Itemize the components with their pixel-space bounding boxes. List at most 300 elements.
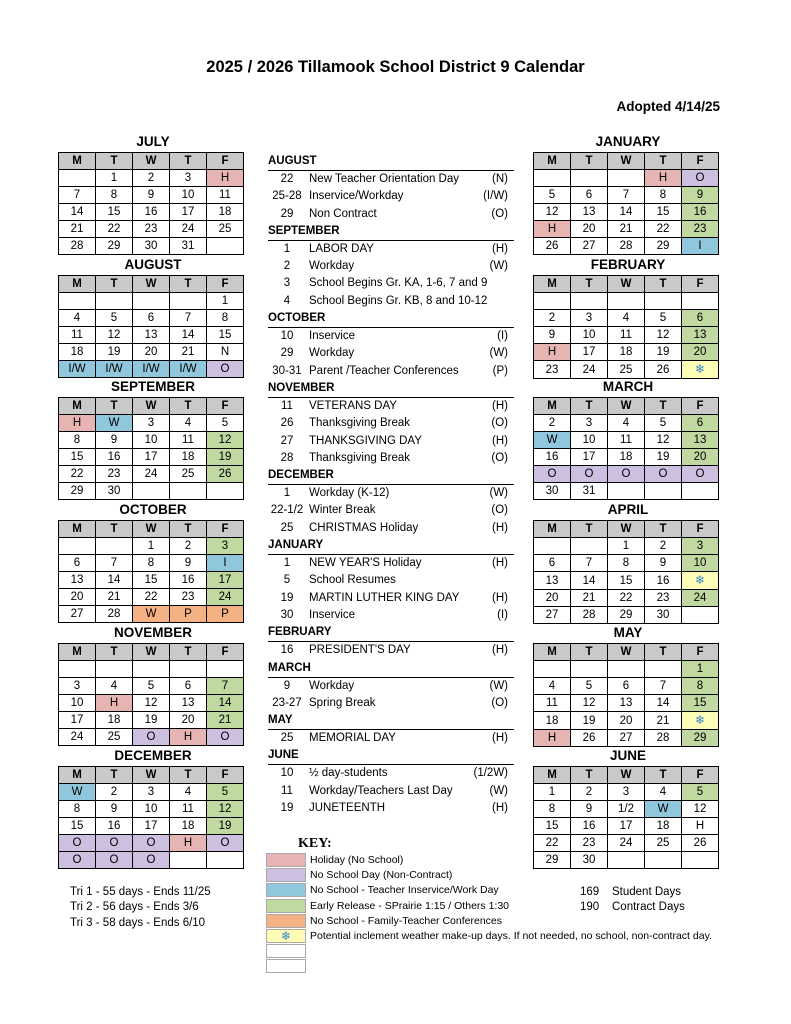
day-cell: 16 bbox=[170, 572, 207, 589]
events-list bbox=[268, 153, 514, 817]
event-code: (W) bbox=[489, 784, 508, 797]
day-cell: O bbox=[133, 852, 170, 869]
weekday-label: T bbox=[645, 398, 682, 415]
event-date: 10 bbox=[280, 330, 294, 343]
day-cell bbox=[170, 293, 207, 310]
day-cell: 9 bbox=[534, 327, 571, 344]
day-cell: 2 bbox=[645, 538, 682, 555]
day-cell bbox=[645, 293, 682, 310]
weekday-label: F bbox=[682, 767, 719, 784]
day-cell: 10 bbox=[571, 327, 608, 344]
day-cell: I/W bbox=[59, 361, 96, 378]
day-cell: 2 bbox=[534, 310, 571, 327]
weekday-header bbox=[534, 521, 719, 538]
day-cell: 9 bbox=[96, 801, 133, 818]
event-date: 1 bbox=[283, 487, 291, 500]
week-row bbox=[534, 695, 719, 712]
weekday-label: W bbox=[133, 521, 170, 538]
day-cell: O bbox=[96, 835, 133, 852]
weekday-label: T bbox=[170, 767, 207, 784]
day-cell: 15 bbox=[207, 327, 244, 344]
week-row bbox=[534, 187, 719, 204]
week-row bbox=[59, 695, 244, 712]
weekday-label: T bbox=[170, 521, 207, 538]
weekday-label: M bbox=[59, 276, 96, 293]
day-cell: H bbox=[207, 170, 244, 187]
day-cell: 12 bbox=[534, 204, 571, 221]
day-cell: 7 bbox=[59, 187, 96, 204]
event-date: 19 bbox=[280, 802, 294, 815]
day-cell: 4 bbox=[534, 678, 571, 695]
day-cell: 19 bbox=[645, 344, 682, 361]
event-name: ½ day-students bbox=[309, 767, 388, 780]
event-name: Parent /Teacher Conferences bbox=[309, 364, 459, 377]
day-cell: 25 bbox=[645, 835, 682, 852]
week-row bbox=[534, 344, 719, 361]
event-name: VETERANS DAY bbox=[309, 399, 397, 412]
day-cell: 1 bbox=[207, 293, 244, 310]
day-cell: 8 bbox=[534, 801, 571, 818]
day-cell bbox=[59, 293, 96, 310]
key-label: No School - Family-Teacher Conferences bbox=[310, 914, 502, 927]
event-date: 30 bbox=[280, 608, 294, 621]
weekday-label: F bbox=[207, 398, 244, 415]
day-cell: 15 bbox=[59, 818, 96, 835]
day-cell: O bbox=[133, 729, 170, 746]
total-line bbox=[580, 900, 685, 915]
day-cell: 6 bbox=[682, 415, 719, 432]
event-date: 11 bbox=[281, 399, 293, 412]
day-cell: 5 bbox=[645, 310, 682, 327]
week-row bbox=[534, 204, 719, 221]
day-cell bbox=[207, 661, 244, 678]
day-cell: 7 bbox=[170, 310, 207, 327]
event-date: 16 bbox=[280, 644, 294, 657]
day-cell bbox=[682, 852, 719, 869]
day-cell: 18 bbox=[645, 818, 682, 835]
event-row bbox=[268, 520, 514, 537]
weekday-label: T bbox=[571, 153, 608, 170]
day-cell: 7 bbox=[207, 678, 244, 695]
weekday-label: T bbox=[571, 767, 608, 784]
weekday-label: T bbox=[170, 644, 207, 661]
event-date: 5 bbox=[283, 574, 291, 587]
event-name: New Teacher Orientation Day bbox=[309, 173, 459, 185]
week-row bbox=[534, 784, 719, 801]
day-cell: O bbox=[682, 466, 719, 483]
weekday-label: T bbox=[96, 276, 133, 293]
weekday-label: F bbox=[682, 153, 719, 170]
day-cell: 13 bbox=[571, 204, 608, 221]
weekday-label: T bbox=[571, 276, 608, 293]
day-cell: 15 bbox=[59, 449, 96, 466]
snowflake-icon: ❄ bbox=[682, 712, 719, 730]
day-cell: 24 bbox=[59, 729, 96, 746]
day-cell: 12 bbox=[96, 327, 133, 344]
day-cell: 17 bbox=[170, 204, 207, 221]
event-row bbox=[268, 275, 514, 292]
day-cell: 1 bbox=[96, 170, 133, 187]
total-label: Student Days bbox=[612, 886, 682, 898]
event-name: School Resumes bbox=[309, 574, 396, 587]
day-cell: 30 bbox=[571, 852, 608, 869]
event-date: 2 bbox=[283, 260, 291, 273]
day-cell bbox=[207, 238, 244, 255]
day-cell: 22 bbox=[133, 589, 170, 606]
event-name: Thanksgiving Break bbox=[309, 417, 410, 430]
event-name: Winter Break bbox=[309, 504, 376, 517]
day-cell: 18 bbox=[170, 818, 207, 835]
week-row bbox=[59, 415, 244, 432]
day-cell: 2 bbox=[534, 415, 571, 432]
key-swatch bbox=[266, 959, 306, 973]
weekday-label: T bbox=[645, 767, 682, 784]
day-cell: 16 bbox=[571, 818, 608, 835]
week-row bbox=[59, 310, 244, 327]
day-cell: 22 bbox=[534, 835, 571, 852]
month-title-january: JANUARY bbox=[595, 134, 661, 149]
day-cell: 16 bbox=[682, 204, 719, 221]
weekday-label: W bbox=[133, 644, 170, 661]
day-cell bbox=[534, 293, 571, 310]
event-date: 1 bbox=[283, 557, 291, 570]
day-cell: 10 bbox=[59, 695, 96, 712]
day-cell: 1 bbox=[133, 538, 170, 555]
week-row bbox=[59, 483, 244, 500]
week-row bbox=[59, 204, 244, 221]
event-row bbox=[268, 642, 514, 659]
trimester-line: Tri 3 - 58 days - Ends 6/10 bbox=[70, 916, 206, 929]
day-cell: 18 bbox=[170, 449, 207, 466]
week-row bbox=[534, 818, 719, 835]
event-code: (H) bbox=[492, 557, 508, 570]
weekday-label: F bbox=[207, 276, 244, 293]
day-cell: 3 bbox=[571, 310, 608, 327]
day-cell: 13 bbox=[682, 432, 719, 449]
week-row bbox=[59, 170, 244, 187]
day-cell: 21 bbox=[96, 589, 133, 606]
event-row bbox=[268, 730, 514, 747]
weekday-label: W bbox=[133, 398, 170, 415]
event-code: (P) bbox=[492, 364, 508, 377]
day-cell: O bbox=[207, 729, 244, 746]
day-cell: 10 bbox=[571, 432, 608, 449]
day-cell: 5 bbox=[207, 784, 244, 801]
day-cell: 26 bbox=[571, 730, 608, 747]
week-row bbox=[59, 466, 244, 483]
weekday-label: F bbox=[207, 153, 244, 170]
event-code: (O) bbox=[491, 696, 508, 709]
event-row bbox=[268, 590, 514, 607]
calendar-november bbox=[58, 643, 244, 746]
event-date: 11 bbox=[281, 784, 293, 797]
event-row bbox=[268, 188, 514, 205]
event-code: (H) bbox=[492, 591, 508, 604]
week-row bbox=[534, 730, 719, 747]
day-cell bbox=[682, 607, 719, 624]
event-code: (H) bbox=[492, 434, 508, 447]
event-date: 25 bbox=[280, 732, 294, 745]
week-row bbox=[59, 327, 244, 344]
event-row bbox=[268, 328, 514, 345]
month-title-july: JULY bbox=[136, 134, 170, 149]
weekday-header bbox=[534, 767, 719, 784]
month-title-september: SEPTEMBER bbox=[110, 379, 195, 394]
day-cell: 14 bbox=[170, 327, 207, 344]
day-cell: 16 bbox=[96, 818, 133, 835]
week-row bbox=[59, 293, 244, 310]
day-cell: 30 bbox=[534, 483, 571, 500]
page-title: 2025 / 2026 Tillamook School District 9 Calendar bbox=[206, 58, 585, 76]
week-row bbox=[534, 483, 719, 500]
weekday-label: T bbox=[571, 521, 608, 538]
event-row bbox=[268, 450, 514, 467]
calendar-february bbox=[533, 275, 719, 379]
day-cell: 24 bbox=[571, 361, 608, 379]
day-cell: 21 bbox=[170, 344, 207, 361]
week-row bbox=[534, 432, 719, 449]
event-row bbox=[268, 555, 514, 572]
week-row bbox=[59, 572, 244, 589]
calendar-october bbox=[58, 520, 244, 623]
day-cell: 2 bbox=[170, 538, 207, 555]
event-date: 30-31 bbox=[272, 364, 302, 377]
event-code: (W) bbox=[489, 679, 508, 692]
week-row bbox=[59, 589, 244, 606]
day-cell: 5 bbox=[534, 187, 571, 204]
weekday-label: M bbox=[534, 276, 571, 293]
calendar-march bbox=[533, 397, 719, 500]
weekday-label: F bbox=[682, 644, 719, 661]
weekday-header bbox=[534, 398, 719, 415]
event-row bbox=[268, 415, 514, 432]
week-row bbox=[534, 607, 719, 624]
day-cell: 29 bbox=[645, 238, 682, 255]
day-cell: 13 bbox=[534, 572, 571, 590]
event-name: Spring Break bbox=[309, 696, 376, 709]
day-cell: 6 bbox=[133, 310, 170, 327]
day-cell: H bbox=[59, 415, 96, 432]
event-row bbox=[268, 258, 514, 275]
day-cell: 15 bbox=[608, 572, 645, 590]
day-cell: 27 bbox=[534, 607, 571, 624]
day-cell bbox=[608, 170, 645, 187]
key-swatch bbox=[266, 899, 306, 913]
trimester-line: Tri 2 - 56 days - Ends 3/6 bbox=[70, 901, 199, 914]
week-row bbox=[534, 310, 719, 327]
key-swatch bbox=[266, 944, 306, 958]
event-code: (I/W) bbox=[483, 190, 508, 203]
week-row bbox=[59, 238, 244, 255]
day-cell: 9 bbox=[170, 555, 207, 572]
day-cell bbox=[534, 538, 571, 555]
day-cell: 20 bbox=[682, 449, 719, 466]
key-label: No School Day (Non-Contract) bbox=[310, 869, 453, 882]
weekday-label: W bbox=[608, 521, 645, 538]
event-section-heading: JUNE bbox=[268, 747, 514, 765]
week-row bbox=[59, 818, 244, 835]
day-cell: W bbox=[96, 415, 133, 432]
day-cell: 4 bbox=[59, 310, 96, 327]
day-cell: 20 bbox=[170, 712, 207, 729]
day-cell: 1/2 bbox=[608, 801, 645, 818]
day-cell: 19 bbox=[96, 344, 133, 361]
month-title-august: AUGUST bbox=[124, 257, 182, 272]
event-code: (O) bbox=[491, 451, 508, 464]
day-cell: 3 bbox=[207, 538, 244, 555]
day-cell: 9 bbox=[96, 432, 133, 449]
event-row bbox=[268, 398, 514, 415]
week-row bbox=[534, 327, 719, 344]
day-cell: 2 bbox=[571, 784, 608, 801]
event-date: 27 bbox=[280, 434, 294, 447]
day-cell: 14 bbox=[59, 204, 96, 221]
event-row bbox=[268, 783, 514, 800]
weekday-label: T bbox=[645, 521, 682, 538]
day-cell: 20 bbox=[534, 590, 571, 607]
weekday-label: F bbox=[207, 521, 244, 538]
weekday-label: M bbox=[534, 521, 571, 538]
event-date: 1 bbox=[283, 242, 291, 255]
day-cell: 27 bbox=[571, 238, 608, 255]
weekday-label: T bbox=[96, 398, 133, 415]
week-row bbox=[59, 678, 244, 695]
day-cell: 6 bbox=[682, 310, 719, 327]
day-cell: I/W bbox=[133, 361, 170, 378]
day-cell: W bbox=[534, 432, 571, 449]
calendar-may bbox=[533, 643, 719, 747]
day-cell: 11 bbox=[207, 187, 244, 204]
week-row bbox=[534, 238, 719, 255]
day-cell: 12 bbox=[207, 801, 244, 818]
day-cell: O bbox=[534, 466, 571, 483]
day-cell: 17 bbox=[207, 572, 244, 589]
week-row bbox=[59, 432, 244, 449]
event-section-heading: FEBRUARY bbox=[268, 624, 514, 642]
calendar-september bbox=[58, 397, 244, 500]
weekday-label: T bbox=[645, 153, 682, 170]
day-cell: 20 bbox=[608, 712, 645, 730]
event-name: NEW YEAR'S Holiday bbox=[309, 557, 422, 570]
day-cell: 9 bbox=[133, 187, 170, 204]
day-cell bbox=[608, 483, 645, 500]
day-cell: 20 bbox=[133, 344, 170, 361]
day-cell: 23 bbox=[534, 361, 571, 379]
event-name: Inservice/Workday bbox=[309, 190, 404, 203]
day-cell: 30 bbox=[645, 607, 682, 624]
week-row bbox=[534, 712, 719, 730]
day-cell: 23 bbox=[571, 835, 608, 852]
day-cell: 18 bbox=[59, 344, 96, 361]
day-cell bbox=[59, 538, 96, 555]
day-cell bbox=[608, 293, 645, 310]
event-date: 25 bbox=[280, 521, 294, 534]
day-cell: 21 bbox=[59, 221, 96, 238]
weekday-label: M bbox=[534, 153, 571, 170]
day-cell: 20 bbox=[59, 589, 96, 606]
week-row bbox=[59, 729, 244, 746]
event-name: Workday bbox=[309, 260, 355, 273]
event-name: Workday (K-12) bbox=[309, 487, 390, 500]
event-name: MEMORIAL DAY bbox=[309, 732, 396, 745]
day-cell: I/W bbox=[170, 361, 207, 378]
month-title-march: MARCH bbox=[602, 379, 654, 394]
weekday-label: T bbox=[96, 644, 133, 661]
day-cell bbox=[170, 852, 207, 869]
day-cell bbox=[133, 483, 170, 500]
day-cell: O bbox=[608, 466, 645, 483]
day-cell: 21 bbox=[207, 712, 244, 729]
day-cell bbox=[645, 483, 682, 500]
event-code: (1/2W) bbox=[473, 767, 508, 780]
weekday-label: T bbox=[645, 276, 682, 293]
event-code: (I) bbox=[497, 330, 508, 343]
day-cell: 30 bbox=[96, 483, 133, 500]
event-section-heading: MARCH bbox=[268, 660, 514, 678]
event-code: (O) bbox=[491, 417, 508, 430]
day-cell: W bbox=[133, 606, 170, 623]
weekday-label: W bbox=[133, 276, 170, 293]
key-title: KEY: bbox=[298, 836, 332, 851]
day-cell bbox=[133, 293, 170, 310]
event-name: Workday/Teachers Last Day bbox=[309, 784, 453, 797]
event-date: 29 bbox=[280, 347, 294, 360]
week-row bbox=[59, 555, 244, 572]
event-code: (I) bbox=[497, 608, 508, 621]
weekday-label: W bbox=[608, 276, 645, 293]
day-cell: 25 bbox=[170, 466, 207, 483]
day-cell: 1 bbox=[682, 661, 719, 678]
week-row bbox=[534, 221, 719, 238]
day-cell: 21 bbox=[571, 590, 608, 607]
day-cell: 19 bbox=[645, 449, 682, 466]
day-cell: 24 bbox=[133, 466, 170, 483]
week-row bbox=[59, 661, 244, 678]
day-cell: 23 bbox=[133, 221, 170, 238]
day-cell: W bbox=[645, 801, 682, 818]
day-cell: 3 bbox=[170, 170, 207, 187]
day-cell: 22 bbox=[96, 221, 133, 238]
weekday-label: M bbox=[59, 644, 96, 661]
event-row bbox=[268, 678, 514, 695]
day-cell: O bbox=[207, 361, 244, 378]
total-count: 169 bbox=[580, 886, 600, 898]
day-cell: 24 bbox=[207, 589, 244, 606]
weekday-label: T bbox=[170, 398, 207, 415]
day-cell: 10 bbox=[170, 187, 207, 204]
day-cell: 12 bbox=[645, 432, 682, 449]
week-row bbox=[59, 801, 244, 818]
day-cell: 16 bbox=[133, 204, 170, 221]
day-cell: O bbox=[59, 835, 96, 852]
event-date: 9 bbox=[283, 679, 291, 692]
day-cell: O bbox=[645, 466, 682, 483]
day-cell bbox=[645, 661, 682, 678]
day-cell: 28 bbox=[645, 730, 682, 747]
event-name: CHRISTMAS Holiday bbox=[309, 521, 419, 534]
week-row bbox=[534, 293, 719, 310]
day-cell: 16 bbox=[645, 572, 682, 590]
week-row bbox=[534, 835, 719, 852]
day-cell: 23 bbox=[170, 589, 207, 606]
key-swatch bbox=[266, 853, 306, 867]
day-cell: 29 bbox=[682, 730, 719, 747]
week-row bbox=[534, 415, 719, 432]
day-cell: O bbox=[59, 852, 96, 869]
event-date: 3 bbox=[283, 277, 291, 290]
event-code: (N) bbox=[492, 173, 508, 185]
month-title-october: OCTOBER bbox=[119, 502, 187, 517]
